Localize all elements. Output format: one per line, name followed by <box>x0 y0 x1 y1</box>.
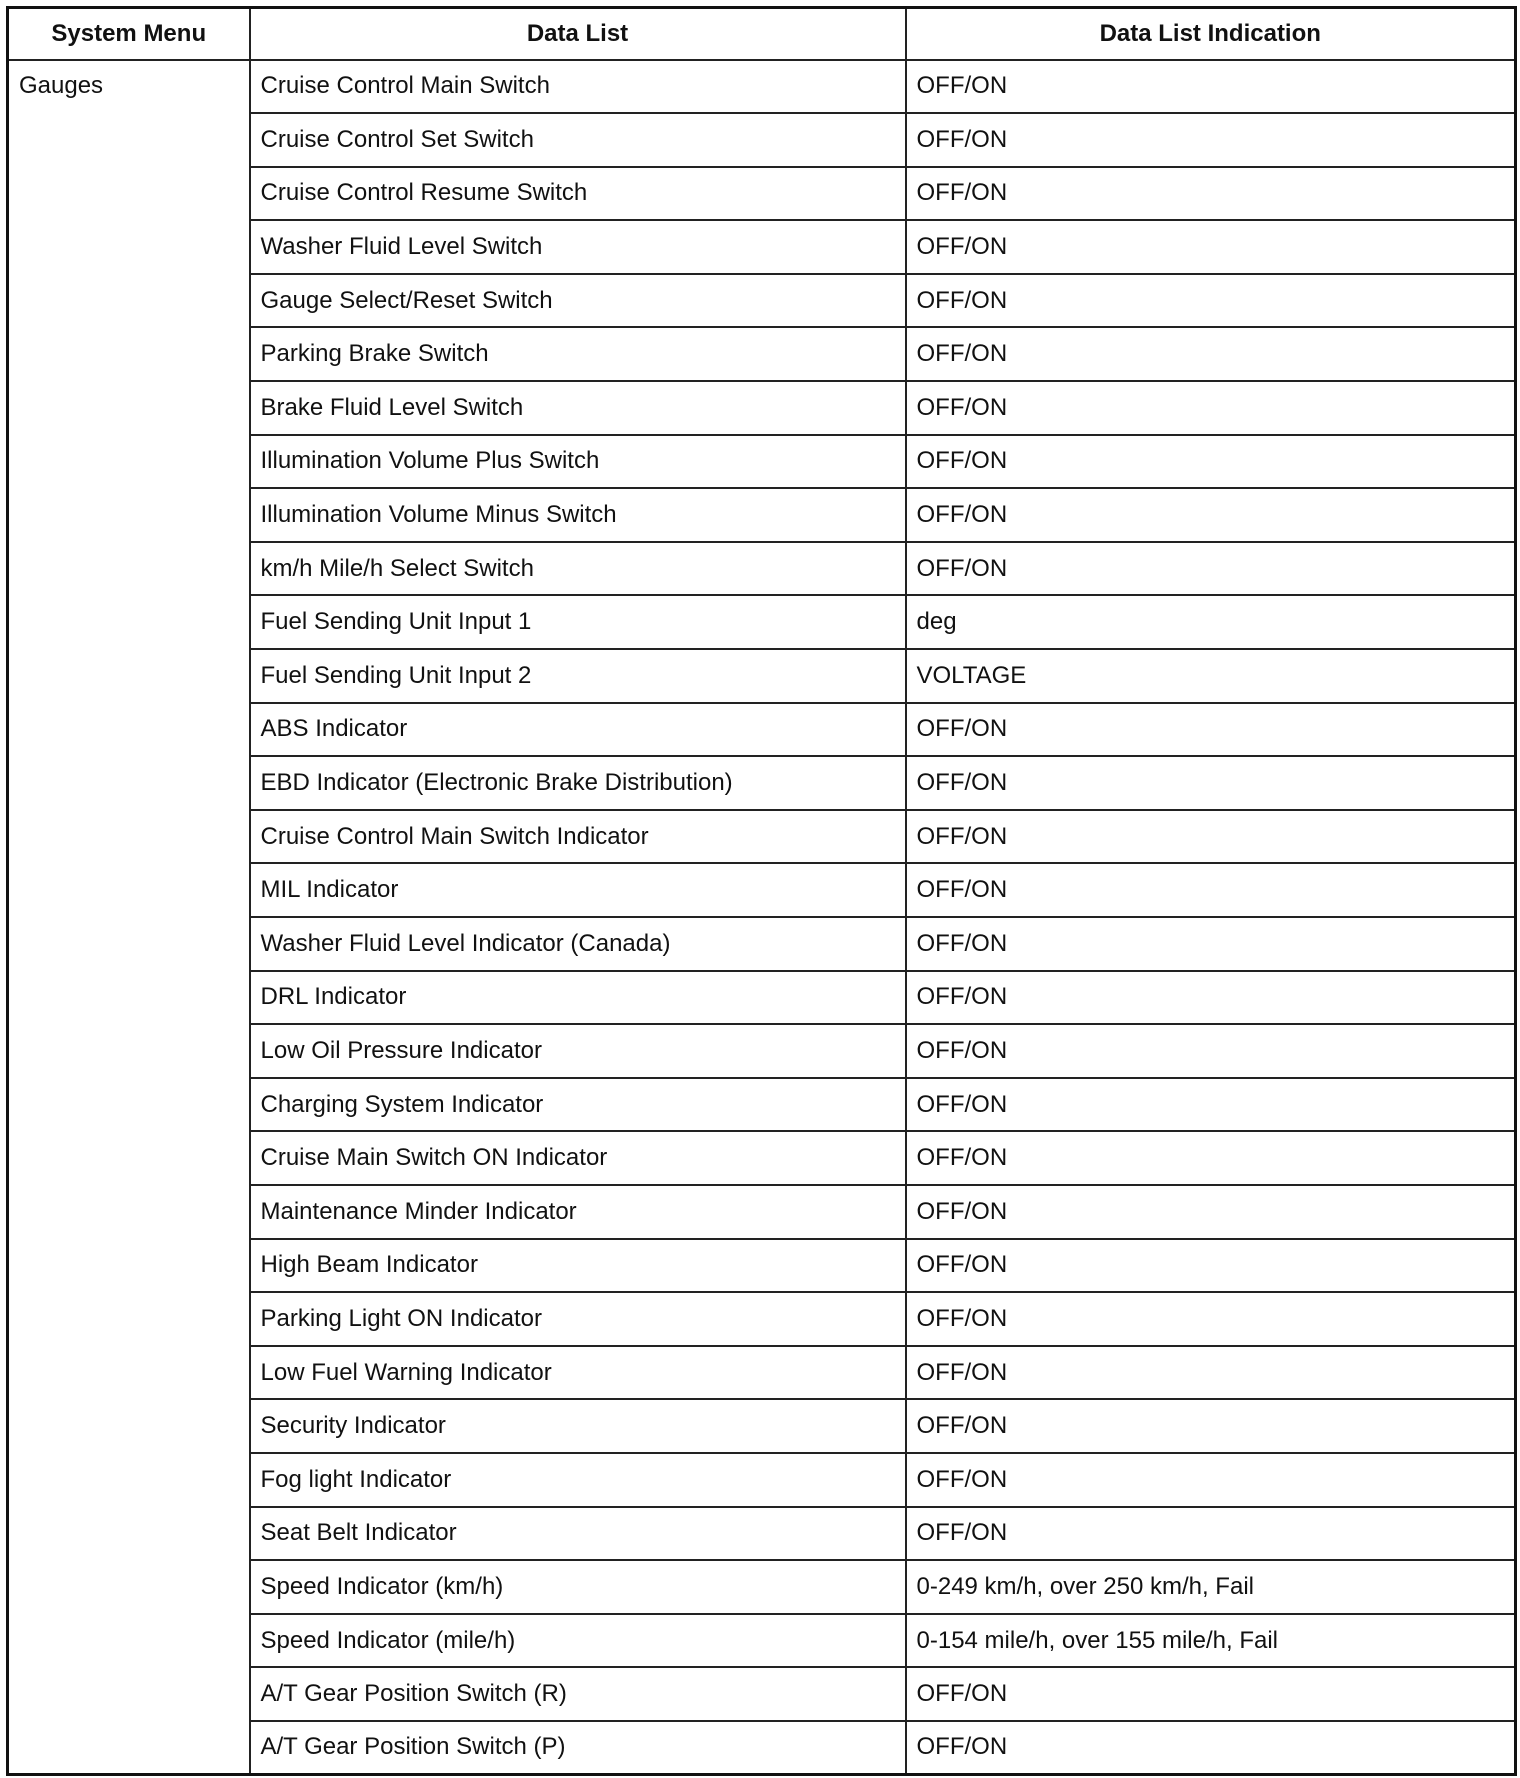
data-list-cell: Cruise Control Main Switch Indicator <box>250 810 906 864</box>
data-list-cell: Cruise Main Switch ON Indicator <box>250 1131 906 1185</box>
data-list-indication-cell: OFF/ON <box>906 1131 1516 1185</box>
data-list-indication-cell: OFF/ON <box>906 60 1516 114</box>
data-list-indication-cell: OFF/ON <box>906 1346 1516 1400</box>
data-list-cell: Cruise Control Resume Switch <box>250 167 906 221</box>
data-list-indication-cell: OFF/ON <box>906 863 1516 917</box>
data-list-cell: Cruise Control Main Switch <box>250 60 906 114</box>
data-list-cell: Low Oil Pressure Indicator <box>250 1024 906 1078</box>
data-list-cell: DRL Indicator <box>250 971 906 1025</box>
data-list-indication-cell: OFF/ON <box>906 542 1516 596</box>
data-list-cell: Fog light Indicator <box>250 1453 906 1507</box>
header-data-list: Data List <box>250 8 906 60</box>
data-list-indication-cell: OFF/ON <box>906 917 1516 971</box>
table-row <box>8 60 1516 114</box>
data-list-cell: Fuel Sending Unit Input 1 <box>250 595 906 649</box>
data-list-indication-cell: OFF/ON <box>906 1399 1516 1453</box>
data-list-indication-cell: OFF/ON <box>906 1185 1516 1239</box>
data-list-table <box>6 6 1517 1776</box>
data-list-indication-cell: OFF/ON <box>906 1507 1516 1561</box>
data-list-cell: Brake Fluid Level Switch <box>250 381 906 435</box>
data-list-cell: Parking Light ON Indicator <box>250 1292 906 1346</box>
data-list-cell: Washer Fluid Level Indicator (Canada) <box>250 917 906 971</box>
data-list-indication-cell: OFF/ON <box>906 327 1516 381</box>
data-list-indication-cell: OFF/ON <box>906 1024 1516 1078</box>
data-list-cell: High Beam Indicator <box>250 1239 906 1293</box>
data-list-cell: A/T Gear Position Switch (R) <box>250 1667 906 1721</box>
header-system-menu: System Menu <box>8 8 250 60</box>
header-data-list-indication: Data List Indication <box>906 8 1516 60</box>
data-list-cell: EBD Indicator (Electronic Brake Distribution) <box>250 756 906 810</box>
data-list-cell: Cruise Control Set Switch <box>250 113 906 167</box>
data-list-indication-cell: OFF/ON <box>906 703 1516 757</box>
data-list-cell: Fuel Sending Unit Input 2 <box>250 649 906 703</box>
data-list-cell: Gauge Select/Reset Switch <box>250 274 906 328</box>
data-list-cell: Speed Indicator (mile/h) <box>250 1614 906 1668</box>
data-list-cell: A/T Gear Position Switch (P) <box>250 1721 906 1775</box>
data-list-cell: km/h Mile/h Select Switch <box>250 542 906 596</box>
data-list-cell: Low Fuel Warning Indicator <box>250 1346 906 1400</box>
data-list-indication-cell: OFF/ON <box>906 167 1516 221</box>
data-list-cell: ABS Indicator <box>250 703 906 757</box>
data-list-cell: Speed Indicator (km/h) <box>250 1560 906 1614</box>
data-list-indication-cell: OFF/ON <box>906 1721 1516 1775</box>
data-list-cell: Charging System Indicator <box>250 1078 906 1132</box>
data-list-indication-cell: OFF/ON <box>906 1453 1516 1507</box>
data-list-cell: Seat Belt Indicator <box>250 1507 906 1561</box>
data-list-indication-cell: 0-154 mile/h, over 155 mile/h, Fail <box>906 1614 1516 1668</box>
data-list-indication-cell: OFF/ON <box>906 274 1516 328</box>
data-list-indication-cell: OFF/ON <box>906 1239 1516 1293</box>
data-list-indication-cell: OFF/ON <box>906 810 1516 864</box>
data-list-indication-cell: OFF/ON <box>906 1667 1516 1721</box>
data-list-indication-cell: OFF/ON <box>906 220 1516 274</box>
data-list-indication-cell: OFF/ON <box>906 756 1516 810</box>
data-list-indication-cell: OFF/ON <box>906 971 1516 1025</box>
data-list-indication-cell: OFF/ON <box>906 113 1516 167</box>
data-list-cell: Security Indicator <box>250 1399 906 1453</box>
system-menu-cell: Gauges <box>8 60 250 1775</box>
data-list-cell: Illumination Volume Minus Switch <box>250 488 906 542</box>
data-list-cell: MIL Indicator <box>250 863 906 917</box>
data-list-indication-cell: OFF/ON <box>906 488 1516 542</box>
data-list-indication-cell: deg <box>906 595 1516 649</box>
data-list-indication-cell: OFF/ON <box>906 381 1516 435</box>
data-list-indication-cell: OFF/ON <box>906 435 1516 489</box>
data-list-indication-cell: OFF/ON <box>906 1292 1516 1346</box>
data-list-indication-cell: OFF/ON <box>906 1078 1516 1132</box>
data-list-cell: Maintenance Minder Indicator <box>250 1185 906 1239</box>
data-list-indication-cell: VOLTAGE <box>906 649 1516 703</box>
table-body <box>8 60 1516 1775</box>
data-list-indication-cell: 0-249 km/h, over 250 km/h, Fail <box>906 1560 1516 1614</box>
data-list-cell: Parking Brake Switch <box>250 327 906 381</box>
data-list-cell: Washer Fluid Level Switch <box>250 220 906 274</box>
data-list-cell: Illumination Volume Plus Switch <box>250 435 906 489</box>
table-header-row <box>8 8 1516 60</box>
